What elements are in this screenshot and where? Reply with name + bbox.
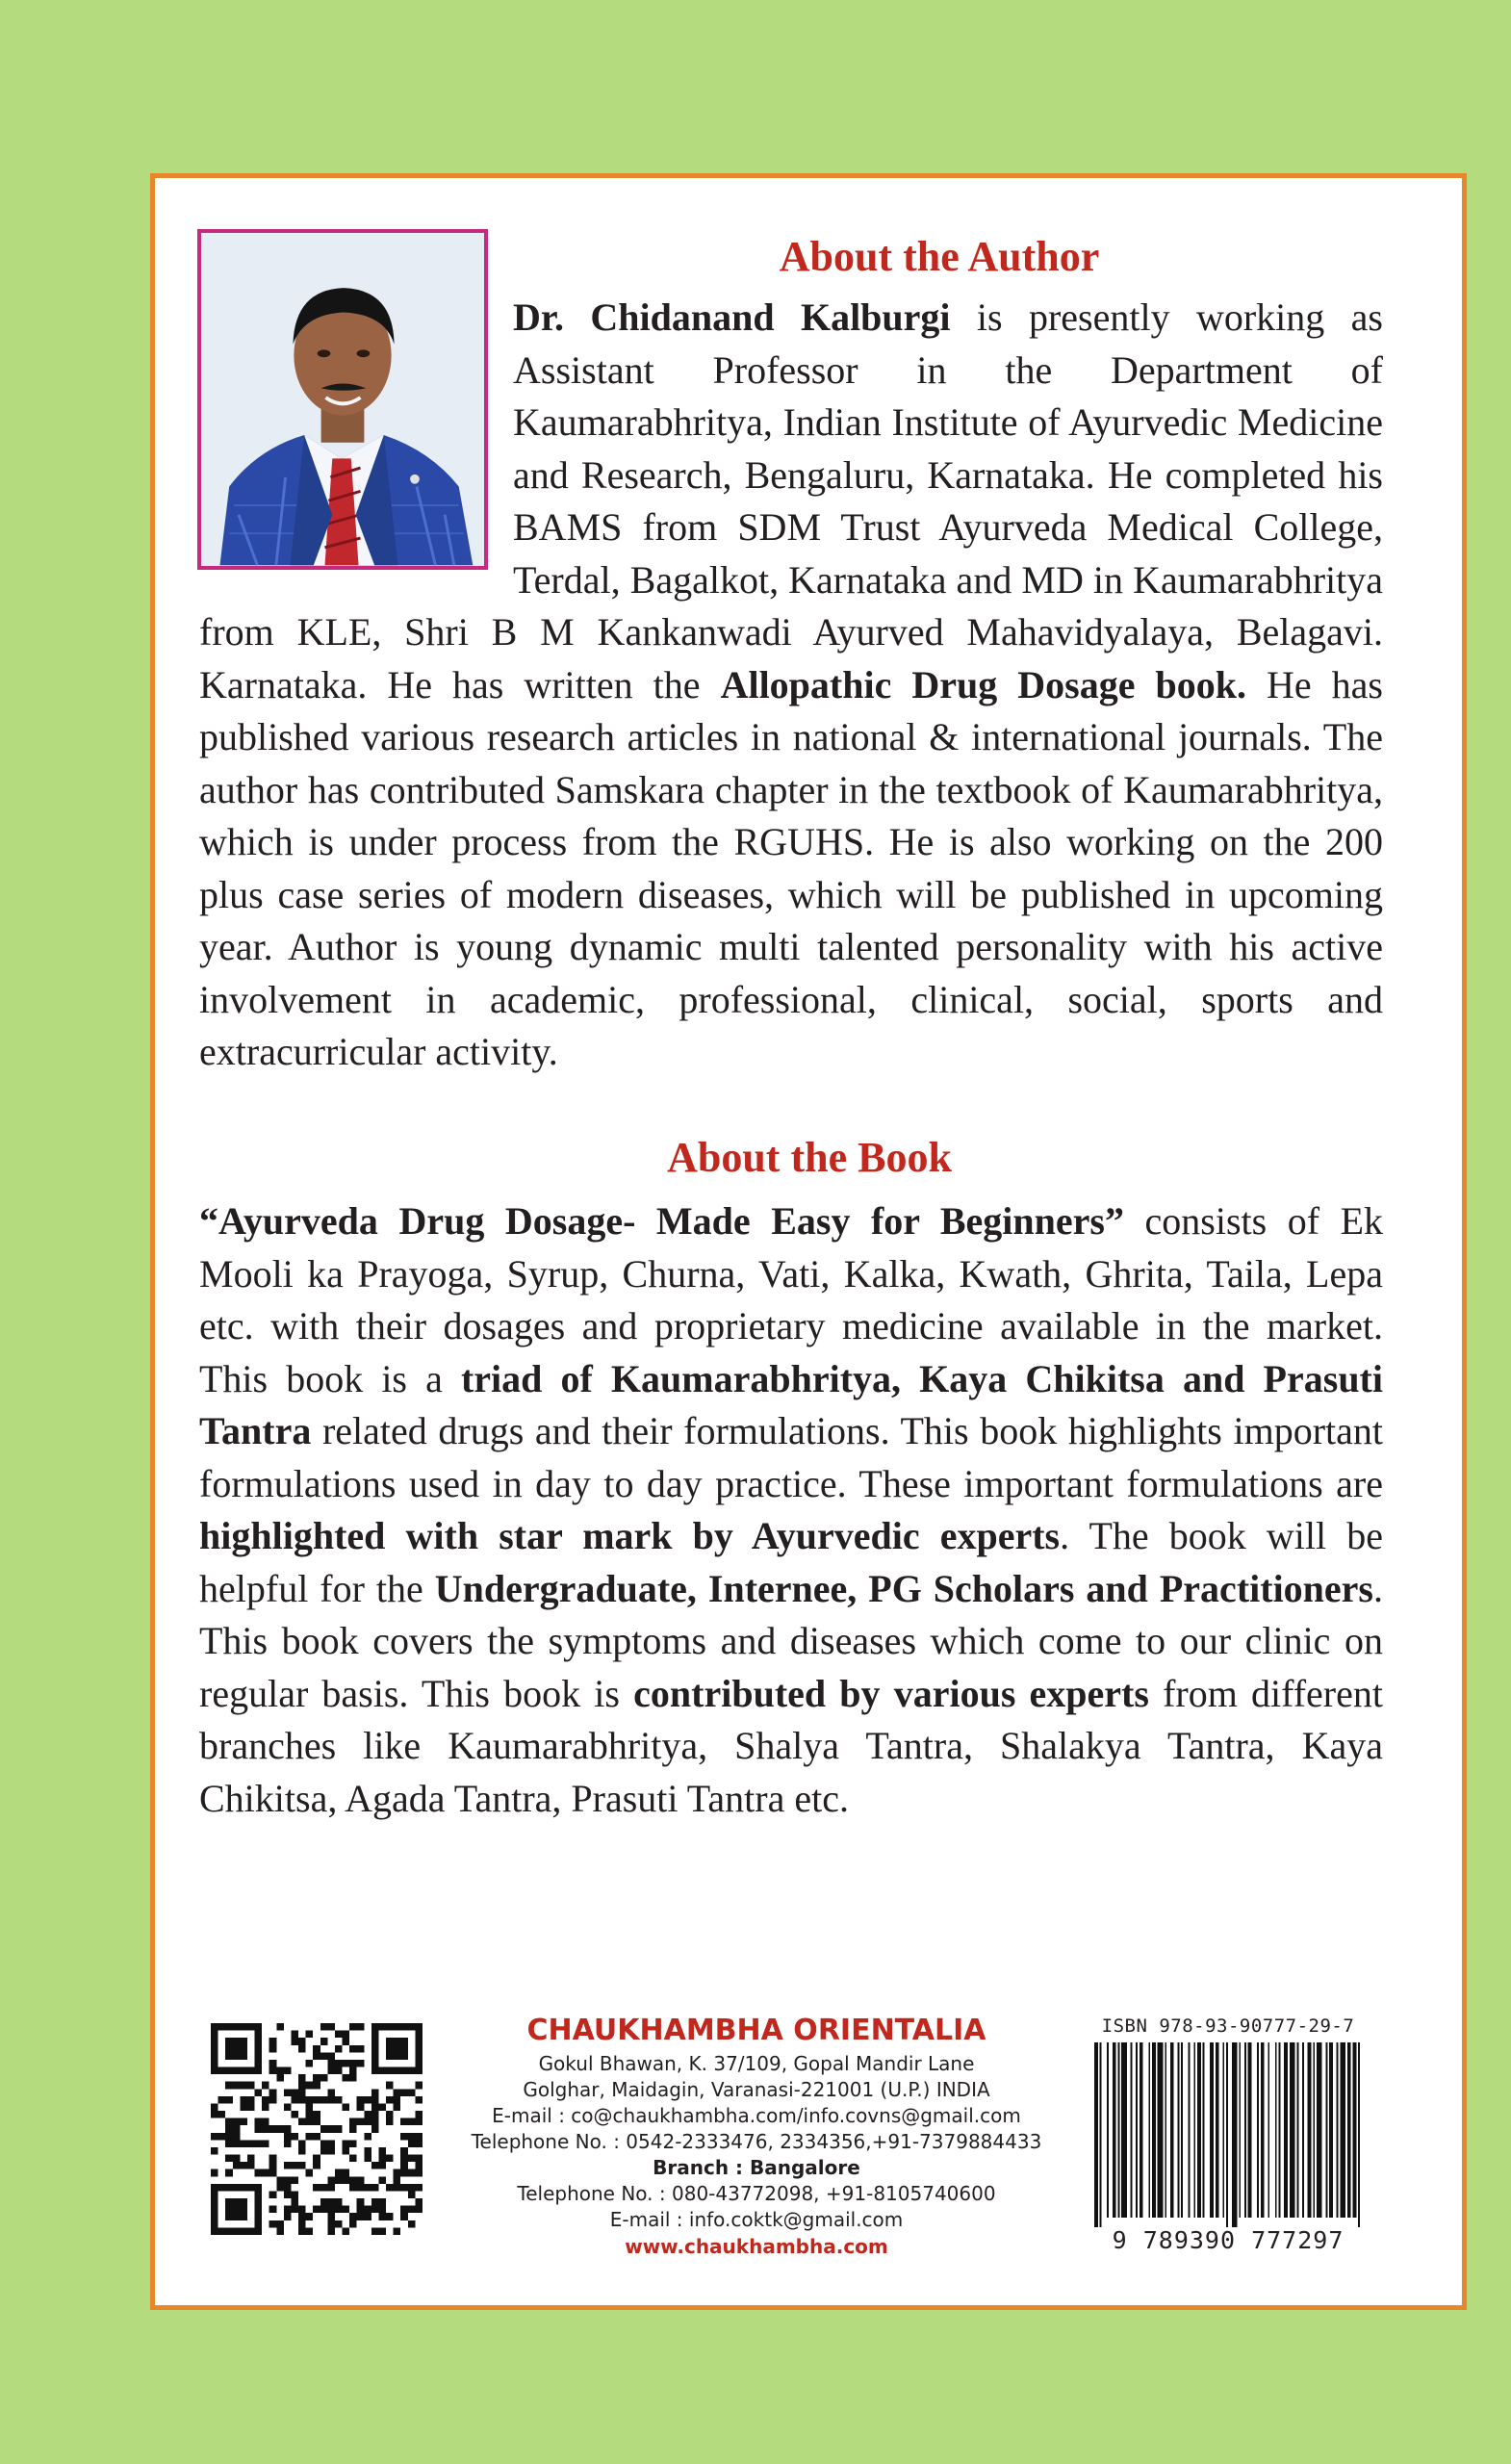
branch-phone: Telephone No. : 080-43772098, +91-8105740600 xyxy=(517,2182,996,2205)
isbn-barcode xyxy=(1085,2014,1371,2254)
publisher-block xyxy=(434,2011,1079,2260)
isbn-label: ISBN 978-93-90777-29-7 xyxy=(1101,2015,1355,2037)
book-bold-3: highlighted with star mark by Ayurvedic experts xyxy=(199,1514,1061,1557)
publisher-address-2: Golghar, Maidagin, Varanasi-221001 (U.P.) INDIA xyxy=(523,2078,990,2101)
book-text-4: . This book covers the symptoms and diseases which come to our clinic on regular basis. This book is xyxy=(199,1566,1384,1715)
photo-spacer xyxy=(199,292,498,604)
barcode-icon xyxy=(1085,2039,1371,2227)
qr-code-icon xyxy=(211,2023,423,2235)
branch-email: E-mail : info.coktk@gmail.com xyxy=(609,2208,904,2231)
publisher-address-1: Gokul Bhawan, K. 37/109, Gopal Mandir Lane xyxy=(538,2052,975,2075)
qr-code xyxy=(211,2023,423,2235)
book-bold-2: triad of Kaumarabhritya, Kaya Chikitsa and Prasuti Tantra xyxy=(199,1356,1383,1452)
book-bold-5: contributed by various experts xyxy=(633,1671,1149,1715)
book-text-5: from different branches like Kaumarabhritya, Shalya Tantra, Shalakya Tantra, Kaya Chikitsa, Agada Tantra, Prasuti Tantra etc. xyxy=(199,1671,1383,1820)
about-book-text xyxy=(199,1195,1383,1825)
back-cover-panel xyxy=(150,173,1467,2310)
book-text-3: . The book will be helpful for the xyxy=(199,1514,1384,1610)
publisher-branch: Branch : Bangalore xyxy=(653,2156,860,2179)
author-book-title: Allopathic Drug Dosage book. xyxy=(720,662,1246,706)
book-title: “Ayurveda Drug Dosage- Made Easy for Beginners” xyxy=(199,1199,1124,1243)
about-author-text xyxy=(199,292,1383,1079)
publisher-name: CHAUKHAMBHA ORIENTALIA xyxy=(526,2014,986,2047)
author-text-2: He has published various research articles in national & international journals. The author has contributed Samskara chapter in the textbook of Kaumarabhritya, which is under process from the RGUHS. He is also working on the 200 plus case series of modern diseases, which will be published in upcoming year. Author is young dynamic multi talented personality with his active involvement in academic, professional, clinical, social, sports and extracurricular activity. xyxy=(199,662,1383,1073)
author-text-1: is presently working as Assistant Professor in the Department of Kaumarabhritya, Indian Institute of Ayurvedic Medicine and Research, Bengaluru, Karnataka. He completed his BAMS from SDM Trust Ayurveda Medical College, Terdal, Bagalkot, Karnataka and MD in Kaumarabhritya from KLE, Shri B M Kankanwadi Ayurved Mahavidyalaya, Belagavi. Karnataka. He has written the xyxy=(199,295,1383,706)
publisher-email: E-mail : co@chaukhambha.com/info.covns@gmail.com xyxy=(492,2104,1021,2127)
book-text-2: related drugs and their formulations. This book highlights important formulations used in day to day practice. These important formulations are xyxy=(199,1409,1383,1505)
book-text-1: consists of Ek Mooli ka Prayoga, Syrup, Churna, Vati, Kalka, Kwath, Ghrita, Taila, Lepa etc. with their dosages and proprietary medicine available in the market. This book is a xyxy=(199,1199,1384,1400)
publisher-phone: Telephone No. : 0542-2333476, 2334356,+91-7379884433 xyxy=(471,2130,1042,2153)
publisher-website: www.chaukhambha.com xyxy=(625,2235,888,2258)
about-author-heading: About the Author xyxy=(779,233,1100,280)
book-bold-4: Undergraduate, Internee, PG Scholars and Practitioners xyxy=(434,1566,1374,1610)
isbn-digits: 9 789390 777297 xyxy=(1112,2226,1345,2254)
author-name: Dr. Chidanand Kalburgi xyxy=(513,295,951,339)
about-book-heading: About the Book xyxy=(667,1134,952,1181)
